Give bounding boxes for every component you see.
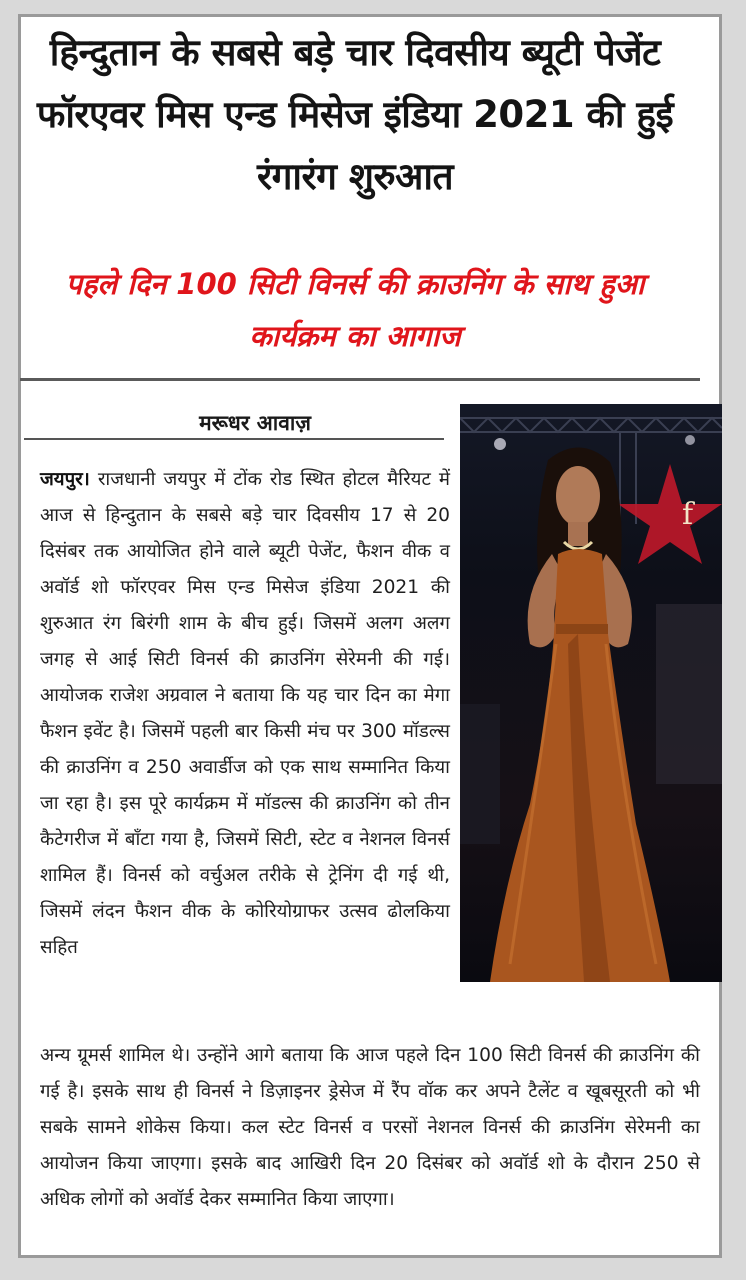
headline: हिन्दुतान के सबसे बड़े चार दिवसीय ब्यूटी पेजेंट फॉरएवर मिस एन्ड मिसेज इंडिया 2021 की हुई रंगारंग शुरुआत (36, 31, 674, 198)
subheadline: पहले दिन 100 सिटी विनर्स की क्राउनिंग के साथ हुआ कार्यक्रम का आगाज (65, 267, 645, 353)
runway-model-illustration (460, 404, 722, 982)
svg-text:f: f (682, 497, 694, 532)
article-body-column (40, 462, 450, 966)
article-body-wide: अन्य ग्रूमर्स शामिल थे। उन्होंने आगे बताया कि आज पहले दिन 100 सिटी विनर्स की क्राउनिंग की गई है। इसके साथ ही विनर्स ने डिज़ाइनर ड्रेसेज में रैंप वॉक कर अपने टैलेंट व खूबसूरती को भी सबके सामने शोकेस किया। कल स्टेट विनर्स व परसों नेशनल विनर्स की क्राउनिंग सेरेमनी का आयोजन किया जाएगा। इसके बाद आखिरी दिन 20 दिसंबर को अवॉर्ड शो के दौरान 250 से अधिक लोगों को अवॉर्ड देकर सम्मानित किया जाएगा। (40, 1045, 700, 1210)
section-divider (20, 378, 700, 381)
byline-underline (24, 438, 444, 440)
dateline: जयपुर। (40, 469, 90, 490)
body-column-text: राजधानी जयपुर में टोंक रोड स्थित होटल मैरियट में आज से हिन्दुतान के सबसे बड़े चार दिवसीय 17 से 20 दिसंबर तक आयोजित होने वाले ब्यूटी पेजेंट, फैशन वीक व अवॉर्ड शो फॉरएवर मिस एन्ड मिसेज इंडिया 2021 की शुरुआत रंग बिरंगी शाम के बीच हुई। जिसमें अलग अलग जगह से आई सिटी विनर्स की क्राउनिंग सेरेमनी की गई। आयोजक राजेश अग्रवाल ने बताया कि यह चार दिन का मेगा फैशन इवेंट है। जिसमें पहली बार किसी मंच पर 300 मॉडल्स की क्राउनिंग व 250 अवार्डीज को एक साथ सम्मानित किया जा रहा है। इस पूरे कार्यक्रम में मॉडल्स की क्राउनिंग को तीन कैटेगरीज में बाँटा गया है, जिसमें सिटी, स्टेट व नेशनल विनर्स शामिल हैं। विनर्स को वर्चुअल तरीके से ट्रेनिंग दी गई थी, जिसमें लंदन फैशन वीक के कोरियोग्राफर उत्सव ढोलकिया सहित (40, 469, 450, 958)
byline: मरूधर आवाज़ (199, 411, 311, 435)
model-photo (460, 404, 722, 982)
